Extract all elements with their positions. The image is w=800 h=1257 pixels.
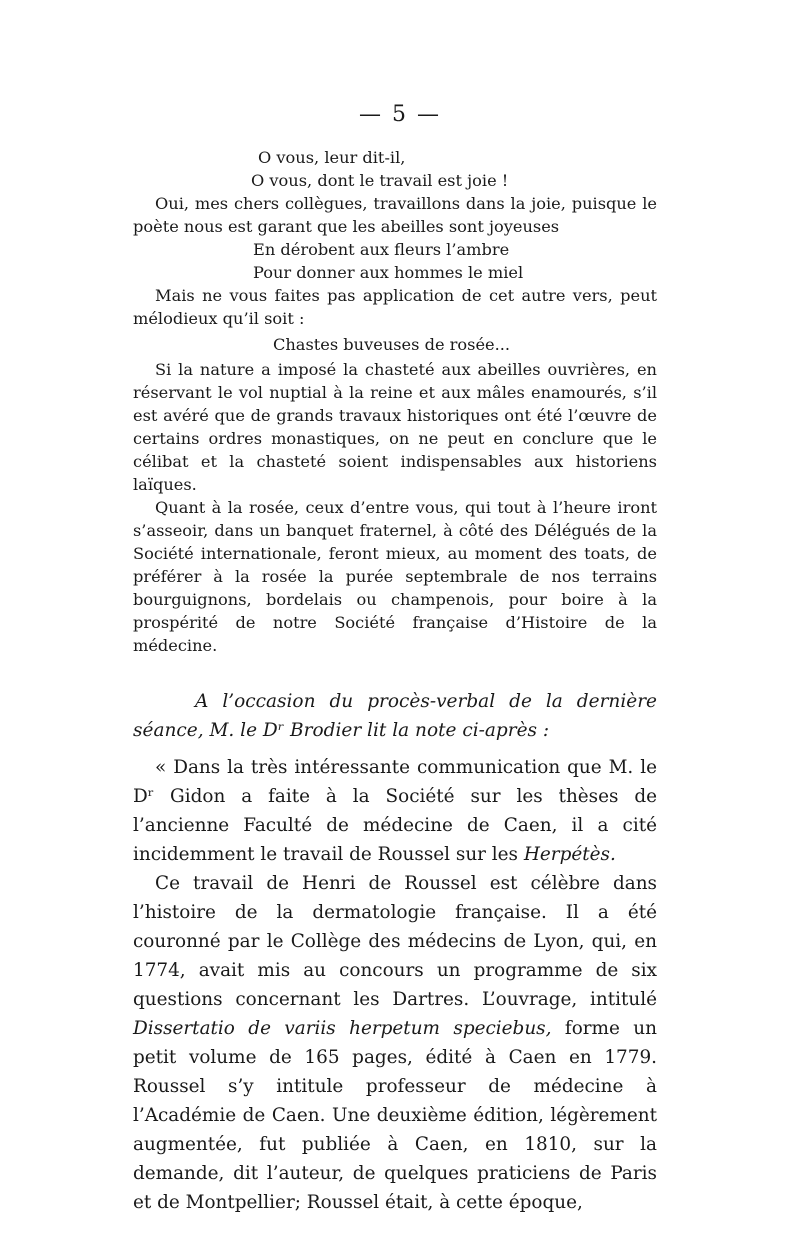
paragraph: Oui, mes chers collègues, travaillons dans la joie, puisque le poète nous est garant que les abeilles sont joyeuses [133,194,657,236]
poem-line: Pour donner aux hommes le miel [253,263,524,282]
paragraph: Mais ne vous faites pas application de cet autre vers, peut mélodieux qu’il soit : [133,286,657,328]
paragraph-text: forme un petit volume de 165 pages, édité à Caen en 1779. Roussel s’y intitule professeur de médecine à l’Académie de Caen. Une deuxième édition, légèrement augmentée, fut publiée à Caen, en 1810, sur la demande, dit l’auteur, de quelques praticiens de Paris et de Montpellier; Roussel était, à cette époque, [133,1018,657,1213]
page-number: — 5 — [359,102,441,127]
italic-title: Dissertatio de variis herpetum speciebus, [133,1018,552,1039]
poem-line: Chastes buveuses de rosée... [273,335,511,354]
paragraph-text: Ce travail de Henri de Roussel est célèbre dans l’histoire de la dermatologie française. Il a été couronné par le Collège des médecins de Lyon, qui, en 1774, avait mis au concours un programme de six questions concernant les Dartres. L’ouvrage, intitulé [133,873,657,1010]
section-title: A l’occasion du procès-verbal de la dernière séance, M. le Dʳ Brodier lit la note ci-après : [133,691,657,741]
paragraph: Si la nature a imposé la chasteté aux abeilles ouvrières, en réservant le vol nuptial à la reine et aux mâles enamourés, s’il est avéré que de grands travaux historiques ont été l’œuvre de certains ordres monastiques, on ne peut en conclure que le célibat et la chasteté soient indispensables aux historiens laïques. [133,360,657,494]
poem-line: En dérobent aux fleurs l’ambre [253,240,510,259]
paragraph [133,753,657,869]
paragraph [133,869,657,1217]
page-body [133,146,657,1217]
paragraph-text: « Dans la très intéressante communication que M. le Dʳ Gidon a faite à la Société sur les thèses de l’ancienne Faculté de médecine de Caen, il a cité incidemment le travail de Roussel sur les [133,757,657,865]
paragraph: Quant à la rosée, ceux d’entre vous, qui tout à l’heure iront s’asseoir, dans un banquet fraternel, à côté des Délégués de la Société internationale, feront mieux, au moment des toats, de préférer à la rosée la purée septembrale de nos terrains bourguignons, bordelais ou champenois, pour boire à la prospérité de notre Société française d’Histoire de la médecine. [133,498,657,655]
italic-term: Herpétès. [523,844,616,865]
poem-line: O vous, dont le travail est joie ! [251,171,509,190]
poem-line: O vous, leur dit-il, [258,148,406,167]
